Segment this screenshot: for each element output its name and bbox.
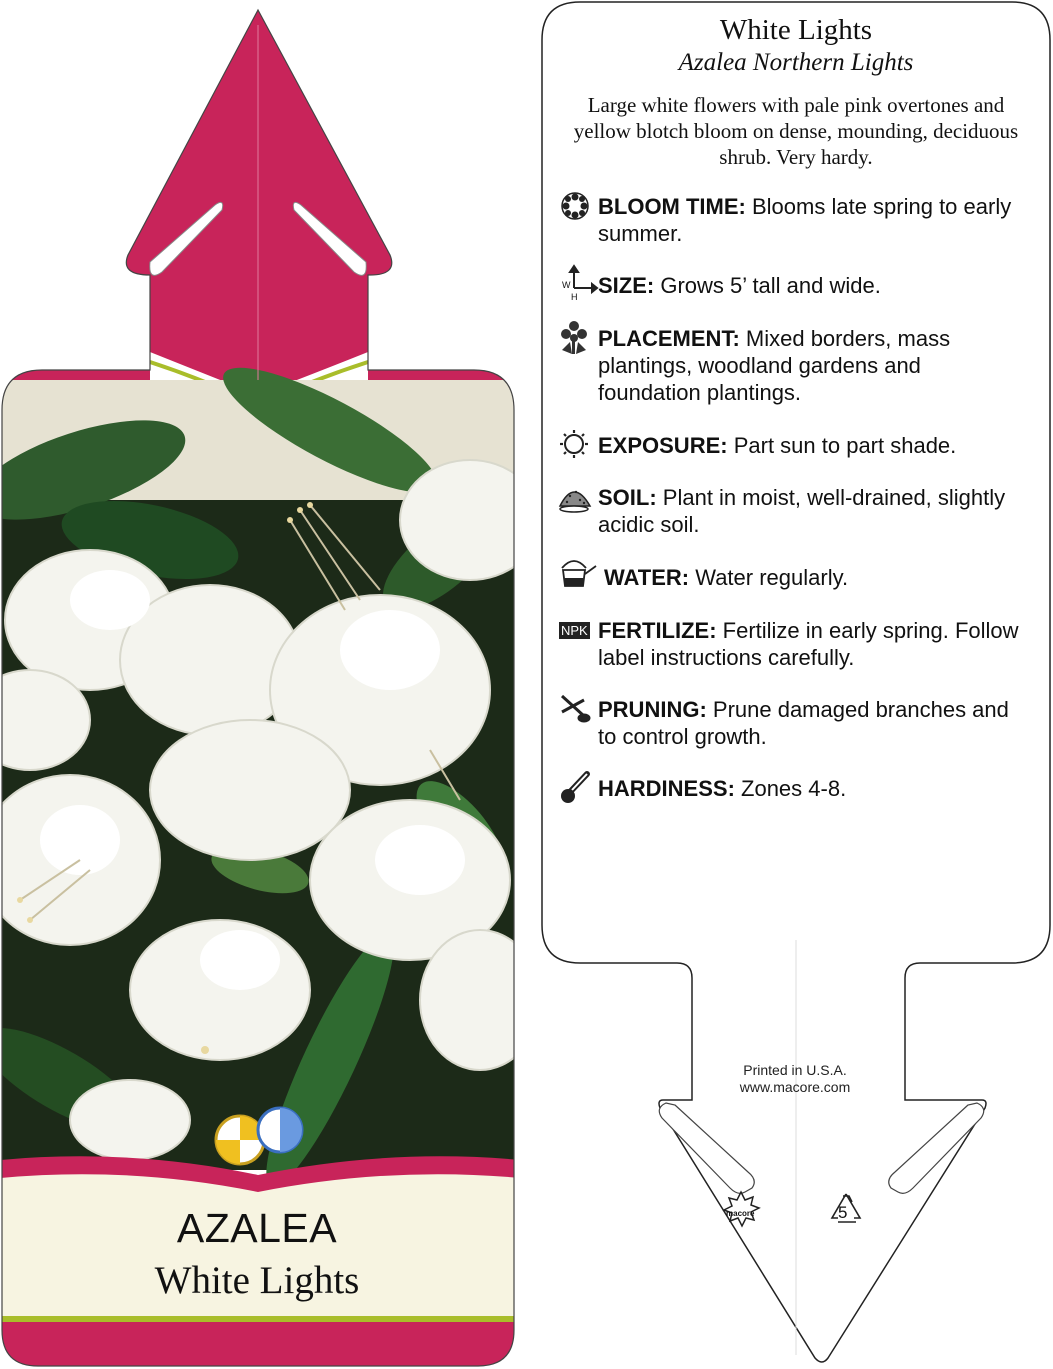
- front-plant-name: AZALEA: [176, 1205, 338, 1251]
- back-subtitle: Azalea Northern Lights: [678, 49, 914, 76]
- size-info: [598, 272, 1028, 299]
- exposure-label: EXPOSURE:: [598, 433, 728, 458]
- back-title: White Lights: [719, 14, 873, 46]
- pruning-text: Prune damaged branches and to control growth.: [598, 697, 1009, 749]
- exposure-text: Part sun to part shade.: [727, 433, 957, 458]
- placement-text: Mixed borders, mass plantings, woodland gardens and foundation plantings.: [598, 326, 951, 405]
- printed-in-note: [690, 1062, 900, 1096]
- size-text: Grows 5’ tall and wide.: [654, 273, 881, 298]
- placement-info: [598, 325, 1028, 406]
- pruning-label: PRUNING:: [598, 697, 707, 722]
- front-photo: [0, 347, 540, 1198]
- water-label: WATER:: [604, 565, 690, 590]
- water-info: [604, 564, 1034, 591]
- bloom-time-info: [598, 193, 1028, 247]
- soil-label: SOIL:: [598, 485, 657, 510]
- fertilize-info: [598, 617, 1028, 671]
- pruning-info: [598, 696, 1028, 750]
- front-cultivar-name: White Lights: [154, 1259, 360, 1302]
- hardiness-info: [598, 775, 1028, 802]
- printed-line-1: Printed in U.S.A.: [743, 1062, 847, 1078]
- macore-seal-label: macore: [726, 1209, 755, 1218]
- hardiness-text: Zones 4-8.: [734, 776, 847, 801]
- plant-description: Large white flowers with pale pink overtones and yellow blotch bloom on dense, mounding, deciduous shrub. Very hardy.: [573, 93, 1019, 169]
- website-url: www.macore.com: [739, 1079, 851, 1095]
- fertilize-label: FERTILIZE:: [598, 618, 717, 643]
- hardiness-label: HARDINESS:: [598, 776, 735, 801]
- npk-bag-icon: NPK: [561, 623, 588, 638]
- placement-label: PLACEMENT:: [598, 326, 740, 351]
- size-w-letter: W: [562, 280, 571, 290]
- soil-text: Plant in moist, well-drained, slightly acidic soil.: [598, 485, 1006, 537]
- bloom-time-label: BLOOM TIME:: [598, 194, 746, 219]
- flower-icon: [562, 193, 588, 219]
- fertilize-text: Fertilize in early spring. Follow label instructions carefully.: [598, 618, 1019, 670]
- soil-info: [598, 484, 1028, 538]
- recycle-number: 5: [838, 1203, 848, 1222]
- size-label: SIZE:: [598, 273, 655, 298]
- water-text: Water regularly.: [689, 565, 849, 590]
- bloom-time-text: Blooms late spring to early summer.: [598, 194, 1012, 246]
- sun-icon: [560, 430, 588, 458]
- exposure-info: [598, 432, 1028, 459]
- size-h-letter: H: [571, 292, 578, 302]
